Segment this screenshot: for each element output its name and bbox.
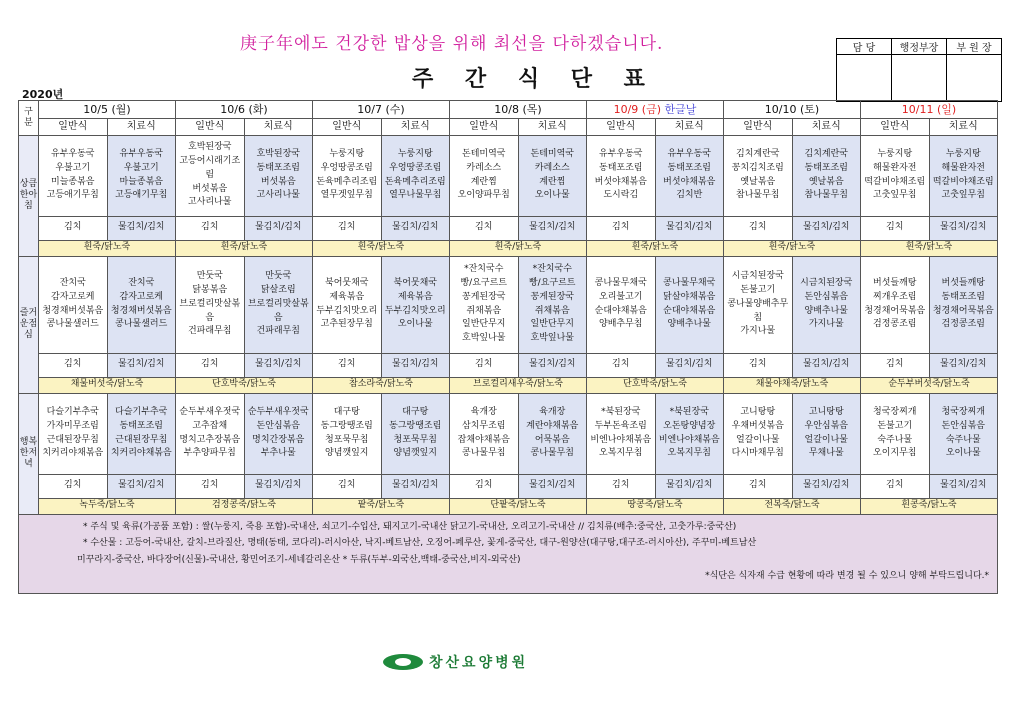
kimchi-cell: 물김치/김치 <box>792 216 861 240</box>
weekly-menu-table <box>18 100 998 594</box>
menu-cell: 만둣국 닭살조림 브로컬리맛살볶 음 건파래무침 <box>244 256 313 353</box>
porridge-cell: 단호박죽/닭노죽 <box>587 377 724 393</box>
porridge-cell: 채물버섯죽/닭노죽 <box>39 377 176 393</box>
kimchi-cell: 물김치/김치 <box>792 353 861 377</box>
slogan: 庚子年에도 건강한 밥상을 위해 최선을 다하겠습니다. <box>240 34 664 54</box>
menu-cell: 육개장 삼치무조림 잡채야채볶음 콩나물무침 <box>450 393 519 474</box>
menu-cell: 잔치국 감자고로케 청경채버섯볶음 콩나물샐러드 <box>107 256 176 353</box>
menu-cell: *잔치국수 빵/요구르트 꽁게된장국 쥐채볶음 일반단무지 호박잎나물 <box>518 256 587 353</box>
origin-line: * 주식 및 육류(가공품 포함) : 쌀(누룽지, 죽용 포함)-국내산, 쇠고기-수입산, 돼지고기-국내산 닭고기-국내산, 오리고기-국내산 // 김치류(배추:중국산, 고춧가루:중국산) <box>83 521 737 532</box>
kimchi-cell: 김치 <box>587 474 656 498</box>
menu-cell: *북된장국 오돈탕양념장 비엔나야채볶음 오복지무침 <box>655 393 724 474</box>
menu-cell: 만둣국 닭봉볶음 브로컬리맛살볶 음 건파래무침 <box>176 256 245 353</box>
menu-cell: 순두부새우젓국 고추잡채 명치고추장볶음 부추양파무침 <box>176 393 245 474</box>
meal-type-regular: 일반식 <box>724 119 793 136</box>
day-header <box>176 101 313 119</box>
kimchi-cell: 물김치/김치 <box>381 353 450 377</box>
porridge-cell: 흰콩죽/닭노죽 <box>861 498 998 514</box>
kimchi-cell: 김치 <box>724 474 793 498</box>
meal-type-therapy: 치료식 <box>518 119 587 136</box>
kimchi-cell: 물김치/김치 <box>929 353 998 377</box>
porridge-cell: 흰죽/닭노죽 <box>450 240 587 256</box>
kimchi-cell: 물김치/김치 <box>518 353 587 377</box>
menu-cell: 순두부새우젓국 돈안심볶음 명치간장볶음 부추나물 <box>244 393 313 474</box>
porridge-cell: 검정콩죽/닭노죽 <box>176 498 313 514</box>
corner-label: 구 분 <box>19 101 39 136</box>
menu-cell: 다슬기부추국 동태포조림 근대된장무침 치커리야채볶음 <box>107 393 176 474</box>
porridge-cell: 흰죽/닭노죽 <box>861 240 998 256</box>
day-header <box>861 101 998 119</box>
kimchi-cell: 김치 <box>450 353 519 377</box>
porridge-cell: 참소라죽/닭노죽 <box>313 377 450 393</box>
meal-type-therapy: 치료식 <box>381 119 450 136</box>
meal-type-regular: 일반식 <box>176 119 245 136</box>
day-label: 10/11 (일) <box>901 103 957 116</box>
approval-sign-staff <box>837 55 892 102</box>
year-label: 2020년 <box>22 88 64 101</box>
menu-cell: 콩나물무채국 닭살야채볶음 순대야채볶음 양배추나물 <box>655 256 724 353</box>
kimchi-cell: 물김치/김치 <box>655 216 724 240</box>
approval-box <box>836 38 1002 102</box>
menu-cell: 고니탕탕 우안심볶음 얼갈이나물 무채나물 <box>792 393 861 474</box>
porridge-cell: 흰죽/닭노죽 <box>724 240 861 256</box>
menu-cell: 청국장찌개 돈안심볶음 숙주나물 오이나물 <box>929 393 998 474</box>
menu-cell: 돈테미역국 카레소스 계란찜 오이양파무침 <box>450 135 519 216</box>
meal-type-regular: 일반식 <box>861 119 930 136</box>
kimchi-cell: 김치 <box>176 474 245 498</box>
change-notice: *식단은 식자재 수급 현황에 따라 변경 될 수 있으니 양해 부탁드립니다.* <box>705 571 989 582</box>
menu-cell: 대구탕 동그랑땡조림 청포묵무침 양념깻잎지 <box>381 393 450 474</box>
page-title: 주 간 식 단 표 <box>412 67 657 92</box>
porridge-cell: 흰죽/닭노죽 <box>176 240 313 256</box>
meal-type-therapy: 치료식 <box>107 119 176 136</box>
menu-cell: 누룽지탕 해물완자전 떡갈비야채조림 고춧잎무침 <box>861 135 930 216</box>
menu-cell: 돈테미역국 카레소스 계란찜 오이나물 <box>518 135 587 216</box>
day-label: 10/9 (금) <box>613 103 662 116</box>
meal-type-therapy: 치료식 <box>244 119 313 136</box>
kimchi-cell: 물김치/김치 <box>655 474 724 498</box>
day-label: 10/8 (목) <box>494 103 542 116</box>
day-header <box>39 101 176 119</box>
porridge-cell: 녹두죽/닭노죽 <box>39 498 176 514</box>
kimchi-cell: 김치 <box>313 353 382 377</box>
day-label: 10/5 (월) <box>83 103 131 116</box>
hospital-logo <box>383 652 528 672</box>
kimchi-cell: 김치 <box>587 216 656 240</box>
menu-cell: *잔치국수 빵/요구르트 꽁게된장국 쥐채볶음 일반단무지 호박잎나물 <box>450 256 519 353</box>
origin-notice <box>19 514 998 593</box>
kimchi-cell: 김치 <box>861 474 930 498</box>
menu-cell: 시금치된장국 돈불고기 콩나물양배추무 침 가지나물 <box>724 256 793 353</box>
porridge-cell: 흰죽/닭노죽 <box>313 240 450 256</box>
menu-cell: 버섯들깨탕 찌개우조림 청경채어묵볶음 검정콩조림 <box>861 256 930 353</box>
menu-cell: *북된장국 두부돈육조림 비엔나야채볶음 오복지무침 <box>587 393 656 474</box>
kimchi-cell: 김치 <box>587 353 656 377</box>
porridge-cell: 땅콩죽/닭노죽 <box>587 498 724 514</box>
meal-type-regular: 일반식 <box>587 119 656 136</box>
kimchi-cell: 물김치/김치 <box>107 474 176 498</box>
kimchi-cell: 물김치/김치 <box>929 216 998 240</box>
kimchi-cell: 김치 <box>176 216 245 240</box>
porridge-cell: 흰죽/닭노죽 <box>587 240 724 256</box>
menu-cell: 청국장찌개 돈불고기 숙주나물 오이지무침 <box>861 393 930 474</box>
kimchi-cell: 김치 <box>313 216 382 240</box>
menu-cell: 호박된장국 동태포조림 버섯볶음 고사리나물 <box>244 135 313 216</box>
porridge-cell: 단팥죽/닭노죽 <box>450 498 587 514</box>
day-header <box>450 101 587 119</box>
porridge-cell: 전복죽/닭노죽 <box>724 498 861 514</box>
menu-cell: 잔치국 감자고로케 청경채버섯볶음 콩나물샐러드 <box>39 256 108 353</box>
menu-cell: 김치계란국 동태포조림 옛날볶음 참나물무침 <box>792 135 861 216</box>
day-label: 10/7 (수) <box>357 103 405 116</box>
kimchi-cell: 김치 <box>39 216 108 240</box>
approval-sign-admin <box>892 55 947 102</box>
kimchi-cell: 물김치/김치 <box>518 216 587 240</box>
menu-cell: 육개장 계란야채볶음 어묵볶음 콩나물무침 <box>518 393 587 474</box>
menu-cell: 누룽지탕 우엉땅콩조림 돈육메추리조림 열무겟잎무침 <box>313 135 382 216</box>
kimchi-cell: 김치 <box>176 353 245 377</box>
kimchi-cell: 물김치/김치 <box>107 353 176 377</box>
kimchi-cell: 김치 <box>724 216 793 240</box>
kimchi-cell: 김치 <box>450 216 519 240</box>
kimchi-cell: 물김치/김치 <box>107 216 176 240</box>
kimchi-cell: 김치 <box>450 474 519 498</box>
approval-header-staff: 담 당 <box>837 39 892 55</box>
kimchi-cell: 물김치/김치 <box>244 216 313 240</box>
porridge-cell: 팥죽/닭노죽 <box>313 498 450 514</box>
day-header <box>587 101 724 119</box>
porridge-cell: 브로컬리새우죽/닭노죽 <box>450 377 587 393</box>
day-header <box>724 101 861 119</box>
meal-type-regular: 일반식 <box>313 119 382 136</box>
origin-line: * 수산물 : 고등어-국내산, 갈치-브라질산, 명태(동태, 코다리)-러시아산, 낙지-베트남산, 오징어-페루산, 꽃게-중국산, 대구-원양산(대구탕,대구조-러시아산), 주꾸미-베트남산 <box>83 538 757 549</box>
approval-header-admin: 행정부장 <box>892 39 947 55</box>
kimchi-cell: 김치 <box>313 474 382 498</box>
kimchi-cell: 물김치/김치 <box>381 216 450 240</box>
approval-sign-vice <box>947 55 1002 102</box>
day-header <box>313 101 450 119</box>
porridge-cell: 단호박죽/닭노죽 <box>176 377 313 393</box>
approval-header-vice: 부 원 장 <box>947 39 1002 55</box>
kimchi-cell: 물김치/김치 <box>244 474 313 498</box>
day-label: 10/6 (화) <box>220 103 268 116</box>
menu-cell: 북어뭇채국 제육볶음 두부김치맛오리 오이나물 <box>381 256 450 353</box>
holiday-name: 한글날 <box>664 103 697 116</box>
kimchi-cell: 물김치/김치 <box>244 353 313 377</box>
menu-cell: 누룽지탕 우엉땅콩조림 돈육메추리조림 열무나물무침 <box>381 135 450 216</box>
kimchi-cell: 물김치/김치 <box>381 474 450 498</box>
day-label: 10/10 (토) <box>764 103 820 116</box>
menu-cell: 시금치된장국 돈안심볶음 양배추나물 가지나물 <box>792 256 861 353</box>
menu-cell: 김치계란국 꽁치김치조림 옛날볶음 참나물무침 <box>724 135 793 216</box>
porridge-cell: 순두부버섯죽/닭노죽 <box>861 377 998 393</box>
menu-cell: 다슬기부추국 가자미무조림 근대된장무침 치커리야채볶음 <box>39 393 108 474</box>
logo-text: 창산요양병원 <box>429 655 529 671</box>
kimchi-cell: 물김치/김치 <box>518 474 587 498</box>
kimchi-cell: 물김치/김치 <box>792 474 861 498</box>
menu-cell: 유부우동국 동태포조림 버섯야채볶음 김치반 <box>655 135 724 216</box>
kimchi-cell: 김치 <box>861 353 930 377</box>
meal-name: 행복한저녁 <box>19 393 39 514</box>
meal-type-therapy: 치료식 <box>929 119 998 136</box>
porridge-cell: 흰죽/닭노죽 <box>39 240 176 256</box>
meal-name: 즐거운점심 <box>19 256 39 393</box>
meal-type-therapy: 치료식 <box>792 119 861 136</box>
menu-cell: 유부우동국 우불고기 마늘종볶음 고등애기무침 <box>107 135 176 216</box>
meal-name: 상큼한아침 <box>19 135 39 256</box>
menu-cell: 대구탕 동그랑땡조림 청포묵무침 양념깻잎지 <box>313 393 382 474</box>
origin-line: 미꾸라지-중국산, 바다장어(신물)-국내산, 황민어조기-세네갈리온산 * 두류(두부-외국산,백태-중국산,비지-외국산) <box>77 554 521 565</box>
logo-icon <box>383 654 423 670</box>
kimchi-cell: 김치 <box>39 474 108 498</box>
kimchi-cell: 김치 <box>724 353 793 377</box>
menu-cell: 콩나물무채국 오리불고기 순대야채볶음 양배추무침 <box>587 256 656 353</box>
porridge-cell: 채물야채죽/닭노죽 <box>724 377 861 393</box>
meal-type-regular: 일반식 <box>39 119 108 136</box>
menu-cell: 누룽지탕 해물완자전 떡갈비야채조림 고춧잎무침 <box>929 135 998 216</box>
kimchi-cell: 물김치/김치 <box>655 353 724 377</box>
menu-cell: 북어뭇채국 제육볶음 두부김치맛오리 고추된장무침 <box>313 256 382 353</box>
kimchi-cell: 물김치/김치 <box>929 474 998 498</box>
kimchi-cell: 김치 <box>39 353 108 377</box>
meal-type-regular: 일반식 <box>450 119 519 136</box>
kimchi-cell: 김치 <box>861 216 930 240</box>
meal-type-therapy: 치료식 <box>655 119 724 136</box>
menu-cell: 고니탕탕 우채버섯볶음 얼갈이나물 다시마채무침 <box>724 393 793 474</box>
menu-cell: 호박된장국 고등어시래기조 림 버섯볶음 고사리나물 <box>176 135 245 216</box>
menu-cell: 유부우동국 동태포조림 버섯야채볶음 도시락김 <box>587 135 656 216</box>
menu-cell: 버섯들깨탕 동태포조림 청경채어묵볶음 검정콩조림 <box>929 256 998 353</box>
menu-cell: 유부우동국 우불고기 미늘종볶음 고등애기무침 <box>39 135 108 216</box>
